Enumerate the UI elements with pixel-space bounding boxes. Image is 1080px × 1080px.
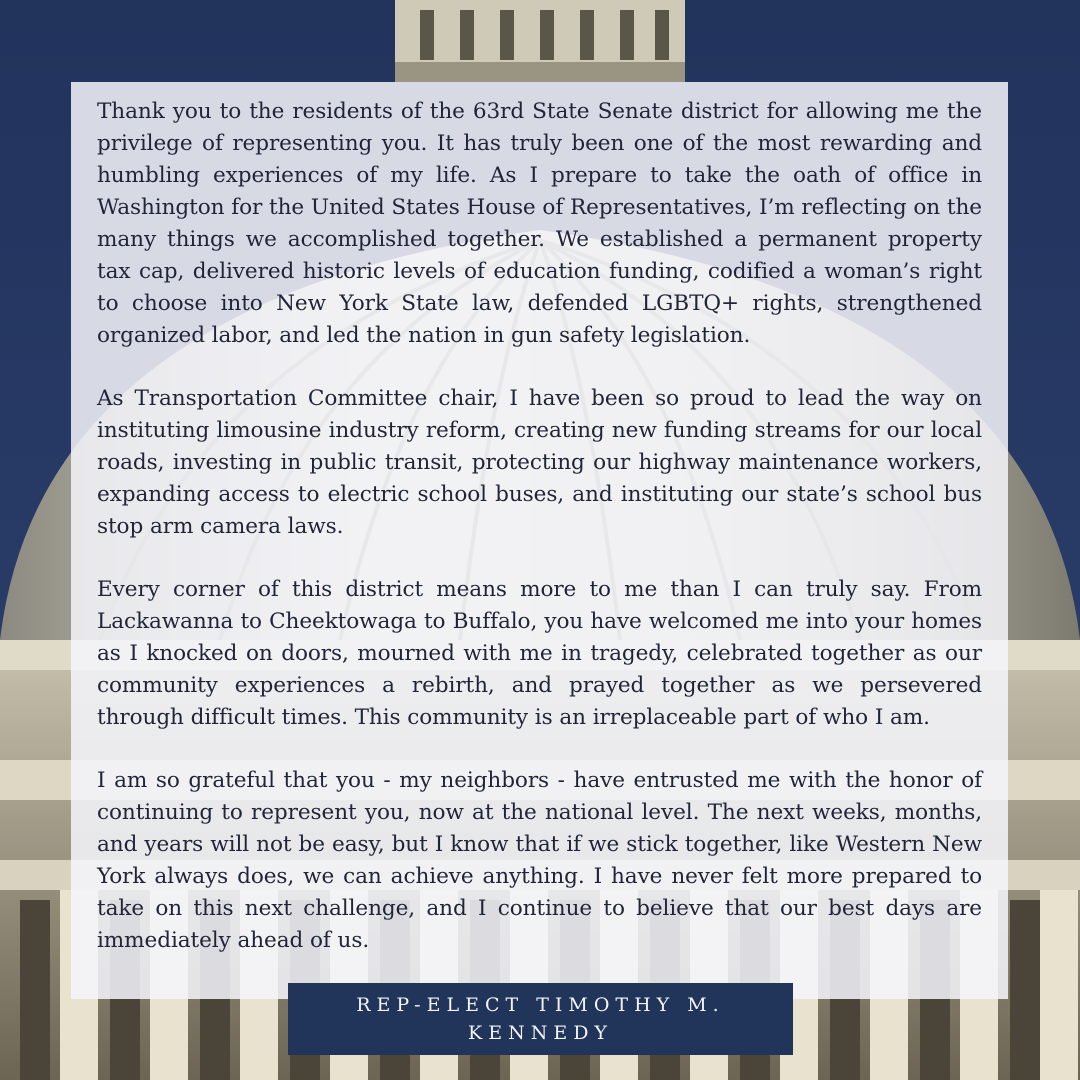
signature-box xyxy=(288,983,793,1055)
letter-panel xyxy=(71,82,1008,999)
signature-line-2: KENNEDY xyxy=(468,1022,613,1044)
letter-paragraph-1: Thank you to the residents of the 63rd State Senate district for allowing me the privilege of representing you. It has truly been one of the most rewarding and humbling experiences of my life. As I prepare to take the oath of office in Washington for the United States House of Representatives, I’m reflecting on the many things we accomplished together. We established a permanent property tax cap, delivered historic levels of education funding, codified a woman’s right to choose into New York State law, defended LGBTQ+ rights, strengthened organized labor, and led the nation in gun safety legislation. xyxy=(97,99,982,348)
letter-paragraph-4: I am so grateful that you - my neighbors - have entrusted me with the honor of continuing to represent you, now at the national level. The next weeks, months, and years will not be easy, but I know that if we stick together, like Western New York always does, we can achieve anything. I have never felt more prepared to take on this next challenge, and I continue to believe that our best days are immediately ahead of us. xyxy=(97,768,982,953)
letter-paragraph-2: As Transportation Committee chair, I have been so proud to lead the way on instituting limousine industry reform, creating new funding streams for our local roads, investing in public transit, protecting our highway maintenance workers, expanding access to electric school buses, and instituting our state’s school bus stop arm camera laws. xyxy=(97,386,982,539)
signature-line-1: REP-ELECT TIMOTHY M. xyxy=(356,994,725,1016)
letter-paragraph-3: Every corner of this district means more to me than I can truly say. From Lackawanna to Cheektowaga to Buffalo, you have welcomed me into your homes as I knocked on doors, mourned with me in tragedy, celebrated together as our community experiences a rebirth, and prayed together as we persevered through difficult times. This community is an irreplaceable part of who I am. xyxy=(97,577,982,730)
